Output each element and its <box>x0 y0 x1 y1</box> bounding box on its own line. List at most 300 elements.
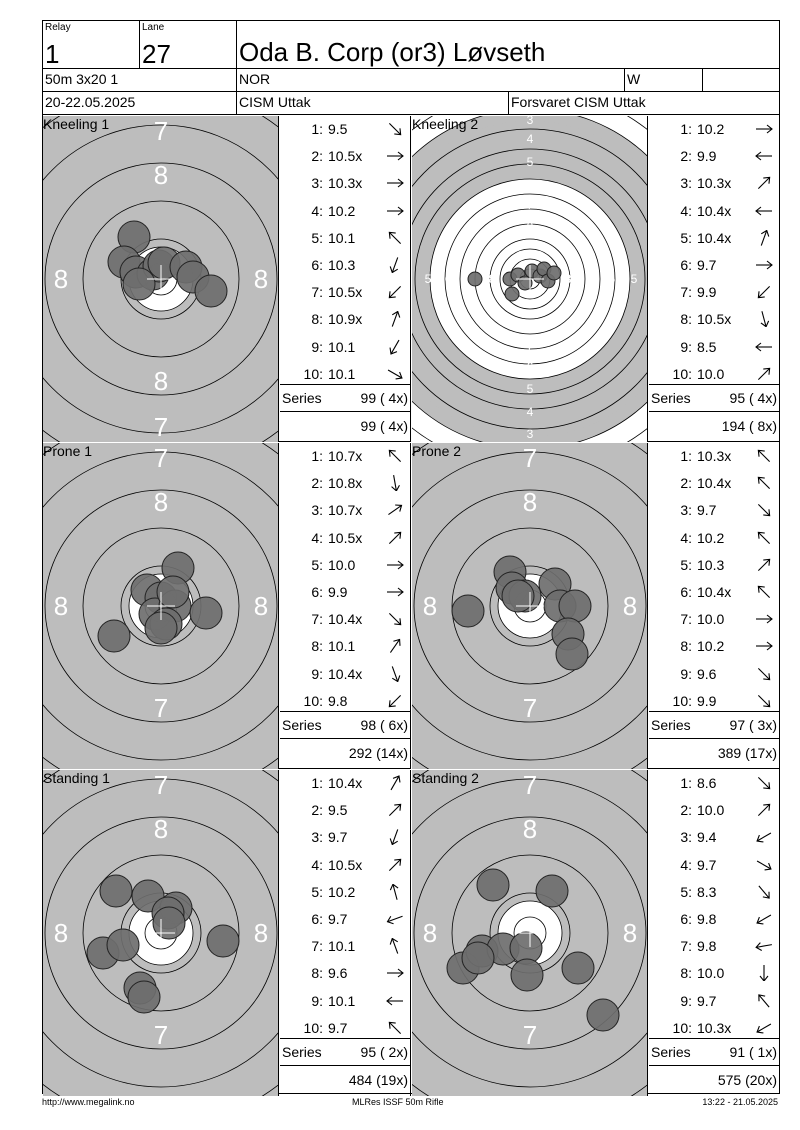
gender: W <box>627 71 641 87</box>
direction-arrow-icon <box>384 448 406 464</box>
shot-score: 10.2 <box>697 121 725 137</box>
direction-arrow-icon <box>753 829 775 845</box>
ring-label: 6 <box>608 272 616 286</box>
lane-cell <box>140 21 237 68</box>
club: Forsvaret CISM Uttak <box>511 94 646 110</box>
shot-row <box>280 252 411 279</box>
shot-row <box>649 443 780 470</box>
shot-row <box>280 497 411 524</box>
direction-arrow-icon <box>384 857 406 873</box>
athlete-name: Oda B. Corp (or3) Løvseth <box>239 37 546 67</box>
shot-number: 7: <box>311 284 323 301</box>
ring-label: 4 <box>526 405 534 419</box>
shot-row <box>280 116 411 143</box>
shot-number: 9: <box>680 992 692 1009</box>
shot-score: 10.4x <box>697 475 732 492</box>
shot-hit <box>190 597 222 629</box>
shot-row <box>649 852 780 879</box>
direction-arrow-icon <box>753 584 775 600</box>
ring-label: 7 <box>153 1020 169 1050</box>
lane-label: Lane <box>142 22 165 33</box>
direction-arrow-icon <box>384 911 406 927</box>
shot-row <box>280 988 411 1015</box>
shot-row <box>280 933 411 960</box>
target-panel <box>43 770 279 1096</box>
shot-number: 2: <box>680 802 692 819</box>
shot-number: 8: <box>311 965 323 982</box>
total-row <box>280 412 411 442</box>
shot-row <box>649 198 780 225</box>
running-total: 484 (19x) <box>348 1072 408 1088</box>
event-name: 50m 3x20 1 <box>45 71 119 87</box>
ring-label: 8 <box>253 264 269 294</box>
shot-score: 9.9 <box>328 584 348 600</box>
shot-row <box>280 279 411 306</box>
shot-number: 6: <box>680 257 692 273</box>
dates: 20-22.05.2025 <box>45 94 136 110</box>
ring-label: 7 <box>522 770 538 800</box>
target-panel <box>412 770 648 1096</box>
target-panel <box>412 443 648 769</box>
shot-row <box>649 170 780 197</box>
shot-score: 9.8 <box>328 692 348 709</box>
shot-score: 10.2 <box>328 883 356 900</box>
ring-label: 6 <box>444 272 452 286</box>
direction-arrow-icon <box>753 638 775 654</box>
target-panel <box>43 443 279 769</box>
ring-label: 7 <box>526 339 534 353</box>
shot-score: 9.7 <box>328 911 348 927</box>
shot-number: 10: <box>303 365 323 382</box>
ring-label: 7 <box>586 272 594 286</box>
shot-score: 9.7 <box>697 992 717 1009</box>
ring-label: 8 <box>153 160 169 190</box>
direction-arrow-icon <box>384 1020 406 1036</box>
shot-score: 8.6 <box>697 775 717 791</box>
shot-hit <box>100 875 132 907</box>
shot-hit <box>556 638 588 670</box>
ring-label: 7 <box>153 770 169 800</box>
shot-score: 9.8 <box>697 938 717 955</box>
shot-score: 9.9 <box>697 284 717 301</box>
direction-arrow-icon <box>384 938 406 954</box>
shot-row <box>649 606 780 633</box>
direction-arrow-icon <box>753 884 775 900</box>
direction-arrow-icon <box>384 175 406 191</box>
ring-label: 8 <box>153 487 169 517</box>
shot-hit <box>587 999 619 1031</box>
direction-arrow-icon <box>384 802 406 818</box>
shot-row <box>280 143 411 170</box>
shot-list <box>280 116 411 442</box>
direction-arrow-icon <box>753 666 775 682</box>
direction-arrow-icon <box>753 502 775 518</box>
shot-hit <box>505 287 519 301</box>
shot-number: 7: <box>680 938 692 955</box>
shot-score: 9.7 <box>697 257 717 273</box>
shot-number: 4: <box>680 856 692 873</box>
shot-hit <box>511 959 543 991</box>
ring-label: 8 <box>253 591 269 621</box>
footer-software: MLRes ISSF 50m Rifle <box>352 1097 444 1107</box>
shot-row <box>280 797 411 824</box>
shot-hit <box>502 580 534 612</box>
ring-label: 5 <box>526 155 534 169</box>
direction-arrow-icon <box>753 857 775 873</box>
direction-arrow-icon <box>384 638 406 654</box>
shot-row <box>280 443 411 470</box>
series-title: Prone 2 <box>412 443 462 459</box>
shot-row <box>649 143 780 170</box>
shot-score: 10.0 <box>697 965 725 982</box>
direction-arrow-icon <box>753 121 775 137</box>
direction-arrow-icon <box>384 611 406 627</box>
shot-number: 6: <box>311 257 323 273</box>
shot-score: 9.4 <box>697 829 717 846</box>
shot-number: 3: <box>311 175 323 192</box>
ring-label: 7 <box>153 443 169 473</box>
shot-row <box>280 198 411 225</box>
target-svg <box>412 443 648 769</box>
shot-number: 9: <box>680 338 692 355</box>
shot-score: 10.3x <box>697 175 732 192</box>
shot-score: 10.2 <box>328 202 356 219</box>
shot-number: 7: <box>680 284 692 301</box>
shot-row <box>649 334 780 361</box>
shot-number: 2: <box>311 148 323 165</box>
direction-arrow-icon <box>753 230 775 246</box>
shot-score: 10.5x <box>328 284 363 301</box>
shot-number: 6: <box>680 911 692 927</box>
series-title: Kneeling 2 <box>412 116 479 132</box>
ring-label: 7 <box>522 693 538 723</box>
series-title: Prone 1 <box>43 443 93 459</box>
relay-value: 1 <box>45 39 60 68</box>
shot-number: 5: <box>680 229 692 246</box>
shot-score: 9.5 <box>328 802 348 819</box>
shot-number: 8: <box>311 311 323 328</box>
shot-number: 10: <box>303 692 323 709</box>
target-panel <box>412 116 648 442</box>
shot-score: 9.7 <box>328 1019 348 1036</box>
direction-arrow-icon <box>384 884 406 900</box>
shot-score: 9.7 <box>328 829 348 846</box>
direction-arrow-icon <box>384 148 406 164</box>
shot-number: 1: <box>311 121 323 137</box>
shot-number: 4: <box>311 856 323 873</box>
series-block <box>43 770 411 1096</box>
shot-row <box>649 797 780 824</box>
shot-number: 2: <box>680 475 692 492</box>
relay-label: Relay <box>45 22 71 33</box>
shot-row <box>649 633 780 660</box>
direction-arrow-icon <box>753 284 775 300</box>
direction-arrow-icon <box>384 257 406 273</box>
target-svg <box>43 770 279 1096</box>
total-row <box>649 412 780 442</box>
shot-number: 3: <box>311 502 323 519</box>
header-row-2 <box>43 69 779 92</box>
shot-score: 10.4x <box>697 584 732 600</box>
series-row <box>649 1038 780 1066</box>
direction-arrow-icon <box>753 448 775 464</box>
ring-label: 8 <box>53 264 69 294</box>
shot-number: 10: <box>672 365 692 382</box>
shot-score: 9.6 <box>328 965 348 982</box>
direction-arrow-icon <box>384 502 406 518</box>
shot-list <box>649 443 780 769</box>
shot-hit <box>128 981 160 1013</box>
shot-score: 9.5 <box>328 121 348 137</box>
nation-cell <box>237 69 625 91</box>
series-score: 95 ( 2x) <box>360 1044 408 1060</box>
shot-number: 2: <box>680 148 692 165</box>
shot-row <box>649 252 780 279</box>
shot-number: 4: <box>311 202 323 219</box>
ring-label: 6 <box>526 177 534 191</box>
ring-label: 8 <box>488 272 496 286</box>
shot-number: 2: <box>311 802 323 819</box>
shot-hit <box>462 942 494 974</box>
shot-number: 9: <box>311 992 323 1009</box>
shot-number: 3: <box>680 502 692 519</box>
direction-arrow-icon <box>384 311 406 327</box>
ring-label: 8 <box>53 918 69 948</box>
direction-arrow-icon <box>384 475 406 491</box>
target-svg <box>43 116 279 442</box>
ring-label: 4 <box>526 132 534 146</box>
direction-arrow-icon <box>384 993 406 1009</box>
shot-score: 8.3 <box>697 883 717 900</box>
shot-number: 9: <box>680 665 692 682</box>
shot-number: 10: <box>672 692 692 709</box>
series-score: 97 ( 3x) <box>729 717 777 733</box>
series-score: 95 ( 4x) <box>729 390 777 406</box>
shot-list <box>649 770 780 1096</box>
shot-score: 10.1 <box>328 938 356 955</box>
shot-number: 5: <box>680 883 692 900</box>
series-label: Series <box>282 1044 322 1060</box>
series-title: Standing 2 <box>412 770 479 786</box>
direction-arrow-icon <box>384 829 406 845</box>
shot-row <box>649 770 780 797</box>
shot-number: 10: <box>303 1019 323 1036</box>
direction-arrow-icon <box>753 339 775 355</box>
ring-label: 8 <box>622 918 638 948</box>
shot-score: 10.3 <box>697 556 725 573</box>
ring-label: 5 <box>526 382 534 396</box>
shot-row <box>280 552 411 579</box>
direction-arrow-icon <box>753 475 775 491</box>
series-title: Kneeling 1 <box>43 116 110 132</box>
gender-cell <box>625 69 703 91</box>
series-label: Series <box>651 717 691 733</box>
direction-arrow-icon <box>384 121 406 137</box>
shot-number: 5: <box>680 556 692 573</box>
ring-label: 8 <box>153 366 169 396</box>
shot-number: 1: <box>680 121 692 137</box>
shot-score: 9.6 <box>697 665 717 682</box>
shot-score: 8.5 <box>697 338 717 355</box>
series-label: Series <box>651 1044 691 1060</box>
direction-arrow-icon <box>753 802 775 818</box>
shot-row <box>649 906 780 933</box>
shot-score: 10.2 <box>697 529 725 546</box>
shot-list <box>649 116 780 442</box>
direction-arrow-icon <box>753 530 775 546</box>
series-row <box>280 384 411 412</box>
direction-arrow-icon <box>753 1020 775 1036</box>
direction-arrow-icon <box>384 775 406 791</box>
shot-number: 3: <box>680 829 692 846</box>
total-row <box>280 1066 411 1096</box>
series-row <box>280 1038 411 1066</box>
direction-arrow-icon <box>753 148 775 164</box>
ring-label: 8 <box>253 918 269 948</box>
shot-score: 10.3x <box>328 175 363 192</box>
ring-label: 8 <box>526 220 534 234</box>
direction-arrow-icon <box>384 557 406 573</box>
shot-score: 10.4x <box>697 202 732 219</box>
ring-label: 7 <box>526 198 534 212</box>
shot-hit <box>98 620 130 652</box>
shot-score: 10.7x <box>328 448 363 464</box>
target-panel <box>43 116 279 442</box>
shot-score: 10.7x <box>328 502 363 519</box>
direction-arrow-icon <box>753 911 775 927</box>
direction-arrow-icon <box>384 230 406 246</box>
nation: NOR <box>239 71 271 87</box>
ring-label: 8 <box>522 814 538 844</box>
shot-score: 10.1 <box>328 638 356 655</box>
shot-hit <box>562 952 594 984</box>
shot-score: 10.0 <box>697 365 725 382</box>
direction-arrow-icon <box>753 311 775 327</box>
shot-row <box>649 661 780 688</box>
shot-hit <box>123 268 155 300</box>
shot-hit <box>477 869 509 901</box>
shot-row <box>280 852 411 879</box>
shot-number: 3: <box>311 829 323 846</box>
shot-score: 10.3x <box>697 1019 732 1036</box>
shot-number: 6: <box>311 911 323 927</box>
series-block <box>412 770 780 1096</box>
running-total: 194 ( 8x) <box>721 418 777 434</box>
series-score: 91 ( 1x) <box>729 1044 777 1060</box>
shot-row <box>649 988 780 1015</box>
target-svg <box>43 443 279 769</box>
shot-number: 6: <box>311 584 323 600</box>
ring-label: 8 <box>422 591 438 621</box>
shot-score: 10.1 <box>328 365 356 382</box>
series-score: 99 ( 4x) <box>360 390 408 406</box>
lane-value: 27 <box>142 39 171 68</box>
shot-score: 10.1 <box>328 229 356 246</box>
shot-row <box>280 960 411 987</box>
ring-label: 3 <box>526 116 534 127</box>
direction-arrow-icon <box>753 965 775 981</box>
series-label: Series <box>282 717 322 733</box>
shot-score: 10.0 <box>328 556 356 573</box>
shot-score: 10.8x <box>328 475 363 492</box>
empty-cell <box>703 69 779 91</box>
direction-arrow-icon <box>753 611 775 627</box>
shot-score: 9.7 <box>697 856 717 873</box>
shot-hit <box>195 275 227 307</box>
ring-label: 7 <box>153 116 169 146</box>
series-label: Series <box>651 390 691 406</box>
shot-row <box>280 170 411 197</box>
shot-number: 7: <box>311 611 323 628</box>
ring-label: 8 <box>522 487 538 517</box>
shot-row <box>280 879 411 906</box>
ring-label: 7 <box>522 443 538 473</box>
shot-row <box>280 579 411 606</box>
shot-hit <box>468 272 482 286</box>
shot-score: 10.0 <box>697 611 725 628</box>
shot-row <box>649 470 780 497</box>
shot-row <box>649 824 780 851</box>
shot-number: 4: <box>680 529 692 546</box>
shot-number: 7: <box>680 611 692 628</box>
shot-number: 4: <box>311 529 323 546</box>
shot-row <box>649 552 780 579</box>
shot-hit <box>107 929 139 961</box>
ring-label: 7 <box>153 412 169 442</box>
shot-score: 10.4x <box>328 665 363 682</box>
shot-score: 10.4x <box>328 775 363 791</box>
direction-arrow-icon <box>384 584 406 600</box>
shot-score: 9.7 <box>697 502 717 519</box>
shot-score: 9.8 <box>697 911 717 927</box>
shot-number: 8: <box>680 311 692 328</box>
shot-row <box>280 906 411 933</box>
shot-number: 3: <box>680 175 692 192</box>
direction-arrow-icon <box>384 284 406 300</box>
shot-row <box>649 279 780 306</box>
shot-row <box>649 497 780 524</box>
direction-arrow-icon <box>753 938 775 954</box>
total-row <box>280 739 411 769</box>
shot-score: 10.4x <box>328 611 363 628</box>
ring-label: 3 <box>526 427 534 441</box>
series-row <box>280 711 411 739</box>
shot-row <box>649 116 780 143</box>
series-block <box>43 116 411 442</box>
direction-arrow-icon <box>753 257 775 273</box>
event-cell <box>43 69 237 91</box>
shot-row <box>649 960 780 987</box>
shot-row <box>649 525 780 552</box>
direction-arrow-icon <box>753 366 775 382</box>
series-row <box>649 384 780 412</box>
direction-arrow-icon <box>384 965 406 981</box>
shot-number: 9: <box>311 665 323 682</box>
series-block <box>412 116 780 442</box>
series-label: Series <box>282 390 322 406</box>
shot-score: 10.5x <box>328 856 363 873</box>
direction-arrow-icon <box>384 366 406 382</box>
relay-cell <box>43 21 140 68</box>
series-row <box>649 711 780 739</box>
ring-label: 5 <box>630 272 638 286</box>
shot-score: 10.2 <box>697 638 725 655</box>
shot-row <box>280 606 411 633</box>
direction-arrow-icon <box>384 203 406 219</box>
shot-hit <box>157 576 189 608</box>
shot-score: 10.1 <box>328 992 356 1009</box>
footer-url[interactable]: http://www.megalink.no <box>42 1097 135 1107</box>
